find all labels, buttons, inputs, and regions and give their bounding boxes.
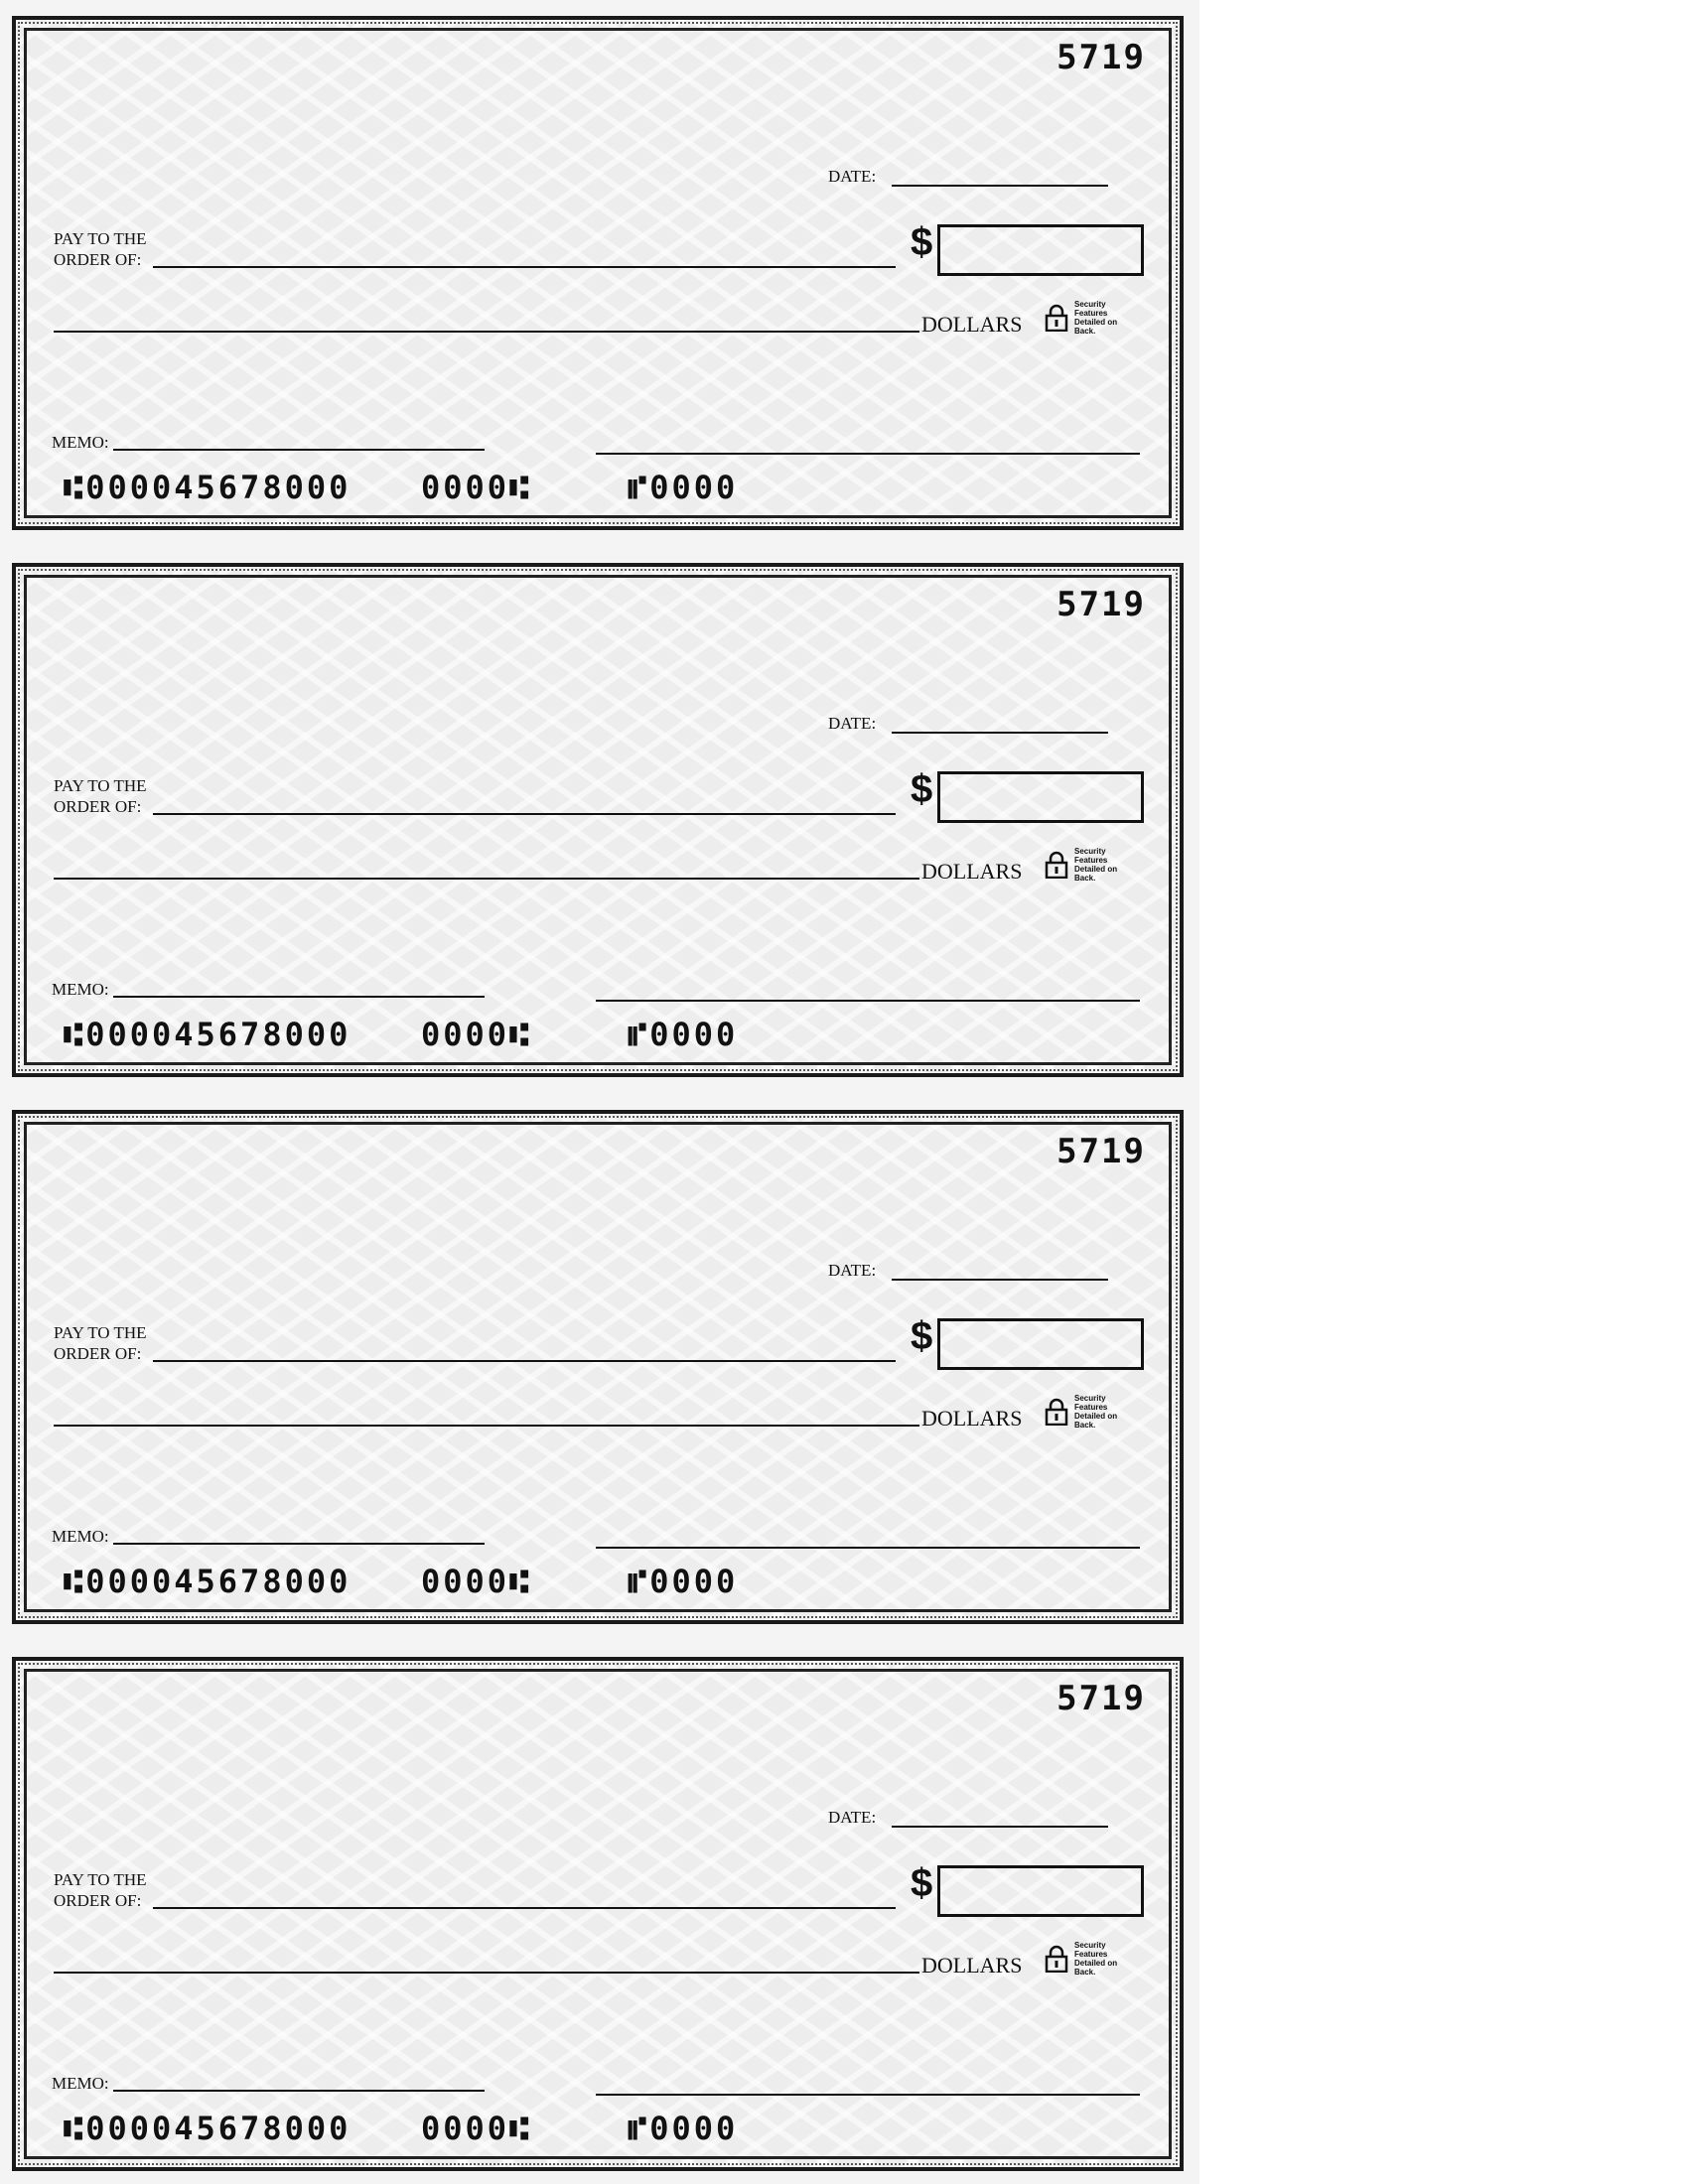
- amount-field[interactable]: [937, 1318, 1144, 1370]
- date-label: DATE:: [828, 714, 877, 733]
- micr-serial-number: ⑈0000: [628, 2110, 739, 2147]
- check-number: 5719: [1056, 38, 1146, 77]
- amount-words-field[interactable]: [54, 878, 919, 880]
- lock-icon: [1045, 1398, 1068, 1426]
- signature-field[interactable]: [596, 453, 1140, 455]
- micr-account-number: 0000⑆: [421, 2110, 532, 2147]
- micr-account-number: 0000⑆: [421, 1563, 532, 1600]
- dollars-label: DOLLARS: [921, 1953, 1023, 1978]
- date-field[interactable]: [892, 1279, 1108, 1281]
- check-1: [12, 16, 1184, 530]
- payee-field[interactable]: [153, 1907, 896, 1909]
- amount-words-field[interactable]: [54, 1425, 919, 1427]
- payee-label-line2: ORDER OF:: [54, 1891, 142, 1910]
- amount-field[interactable]: [937, 771, 1144, 823]
- payee-label: [54, 228, 147, 270]
- amount-words-field[interactable]: [54, 1972, 919, 1974]
- payee-field[interactable]: [153, 1360, 896, 1362]
- date-label: DATE:: [828, 1261, 877, 1280]
- memo-label: MEMO:: [52, 2074, 109, 2093]
- dollars-label: DOLLARS: [921, 1406, 1023, 1431]
- lock-icon: [1045, 304, 1068, 332]
- check-3: [12, 1110, 1184, 1624]
- payee-label: [54, 1322, 147, 1364]
- dollars-label: DOLLARS: [921, 312, 1023, 337]
- dollar-sign: $: [911, 220, 933, 264]
- security-note: Security Features Detailed on Back.: [1074, 1941, 1118, 1977]
- signature-field[interactable]: [596, 2094, 1140, 2096]
- payee-label-line1: PAY TO THE: [54, 229, 147, 248]
- micr-routing-number: ⑆000045678000: [64, 469, 352, 506]
- security-note: Security Features Detailed on Back.: [1074, 847, 1118, 883]
- micr-serial-number: ⑈0000: [628, 1016, 739, 1053]
- date-field[interactable]: [892, 1826, 1108, 1828]
- micr-routing-number: ⑆000045678000: [64, 2110, 352, 2147]
- micr-routing-number: ⑆000045678000: [64, 1563, 352, 1600]
- memo-field[interactable]: [113, 1543, 485, 1545]
- security-note: Security Features Detailed on Back.: [1074, 1394, 1118, 1430]
- date-label: DATE:: [828, 167, 877, 186]
- date-field[interactable]: [892, 185, 1108, 187]
- payee-label-line2: ORDER OF:: [54, 1344, 142, 1363]
- memo-field[interactable]: [113, 449, 485, 451]
- check-4: [12, 1657, 1184, 2171]
- amount-field[interactable]: [937, 1865, 1144, 1917]
- signature-field[interactable]: [596, 1547, 1140, 1549]
- micr-account-number: 0000⑆: [421, 1016, 532, 1053]
- payee-label-line1: PAY TO THE: [54, 1323, 147, 1342]
- amount-field[interactable]: [937, 224, 1144, 276]
- payee-field[interactable]: [153, 813, 896, 815]
- micr-account-number: 0000⑆: [421, 469, 532, 506]
- check-2: [12, 563, 1184, 1077]
- dollars-label: DOLLARS: [921, 859, 1023, 884]
- signature-field[interactable]: [596, 1000, 1140, 1002]
- check-number: 5719: [1056, 1679, 1146, 1718]
- dollar-sign: $: [911, 1314, 933, 1358]
- payee-label: [54, 775, 147, 817]
- memo-label: MEMO:: [52, 1527, 109, 1546]
- check-number: 5719: [1056, 585, 1146, 624]
- micr-serial-number: ⑈0000: [628, 469, 739, 506]
- dollar-sign: $: [911, 1861, 933, 1905]
- memo-field[interactable]: [113, 2090, 485, 2092]
- date-label: DATE:: [828, 1808, 877, 1827]
- dollar-sign: $: [911, 767, 933, 811]
- amount-words-field[interactable]: [54, 331, 919, 333]
- security-note: Security Features Detailed on Back.: [1074, 300, 1118, 336]
- micr-routing-number: ⑆000045678000: [64, 1016, 352, 1053]
- payee-label-line1: PAY TO THE: [54, 1870, 147, 1889]
- memo-label: MEMO:: [52, 433, 109, 452]
- micr-serial-number: ⑈0000: [628, 1563, 739, 1600]
- memo-field[interactable]: [113, 996, 485, 998]
- lock-icon: [1045, 851, 1068, 879]
- payee-label-line2: ORDER OF:: [54, 797, 142, 816]
- memo-label: MEMO:: [52, 980, 109, 999]
- check-number: 5719: [1056, 1132, 1146, 1171]
- payee-label-line2: ORDER OF:: [54, 250, 142, 269]
- lock-icon: [1045, 1945, 1068, 1973]
- date-field[interactable]: [892, 732, 1108, 734]
- payee-label: [54, 1869, 147, 1911]
- payee-field[interactable]: [153, 266, 896, 268]
- payee-label-line1: PAY TO THE: [54, 776, 147, 795]
